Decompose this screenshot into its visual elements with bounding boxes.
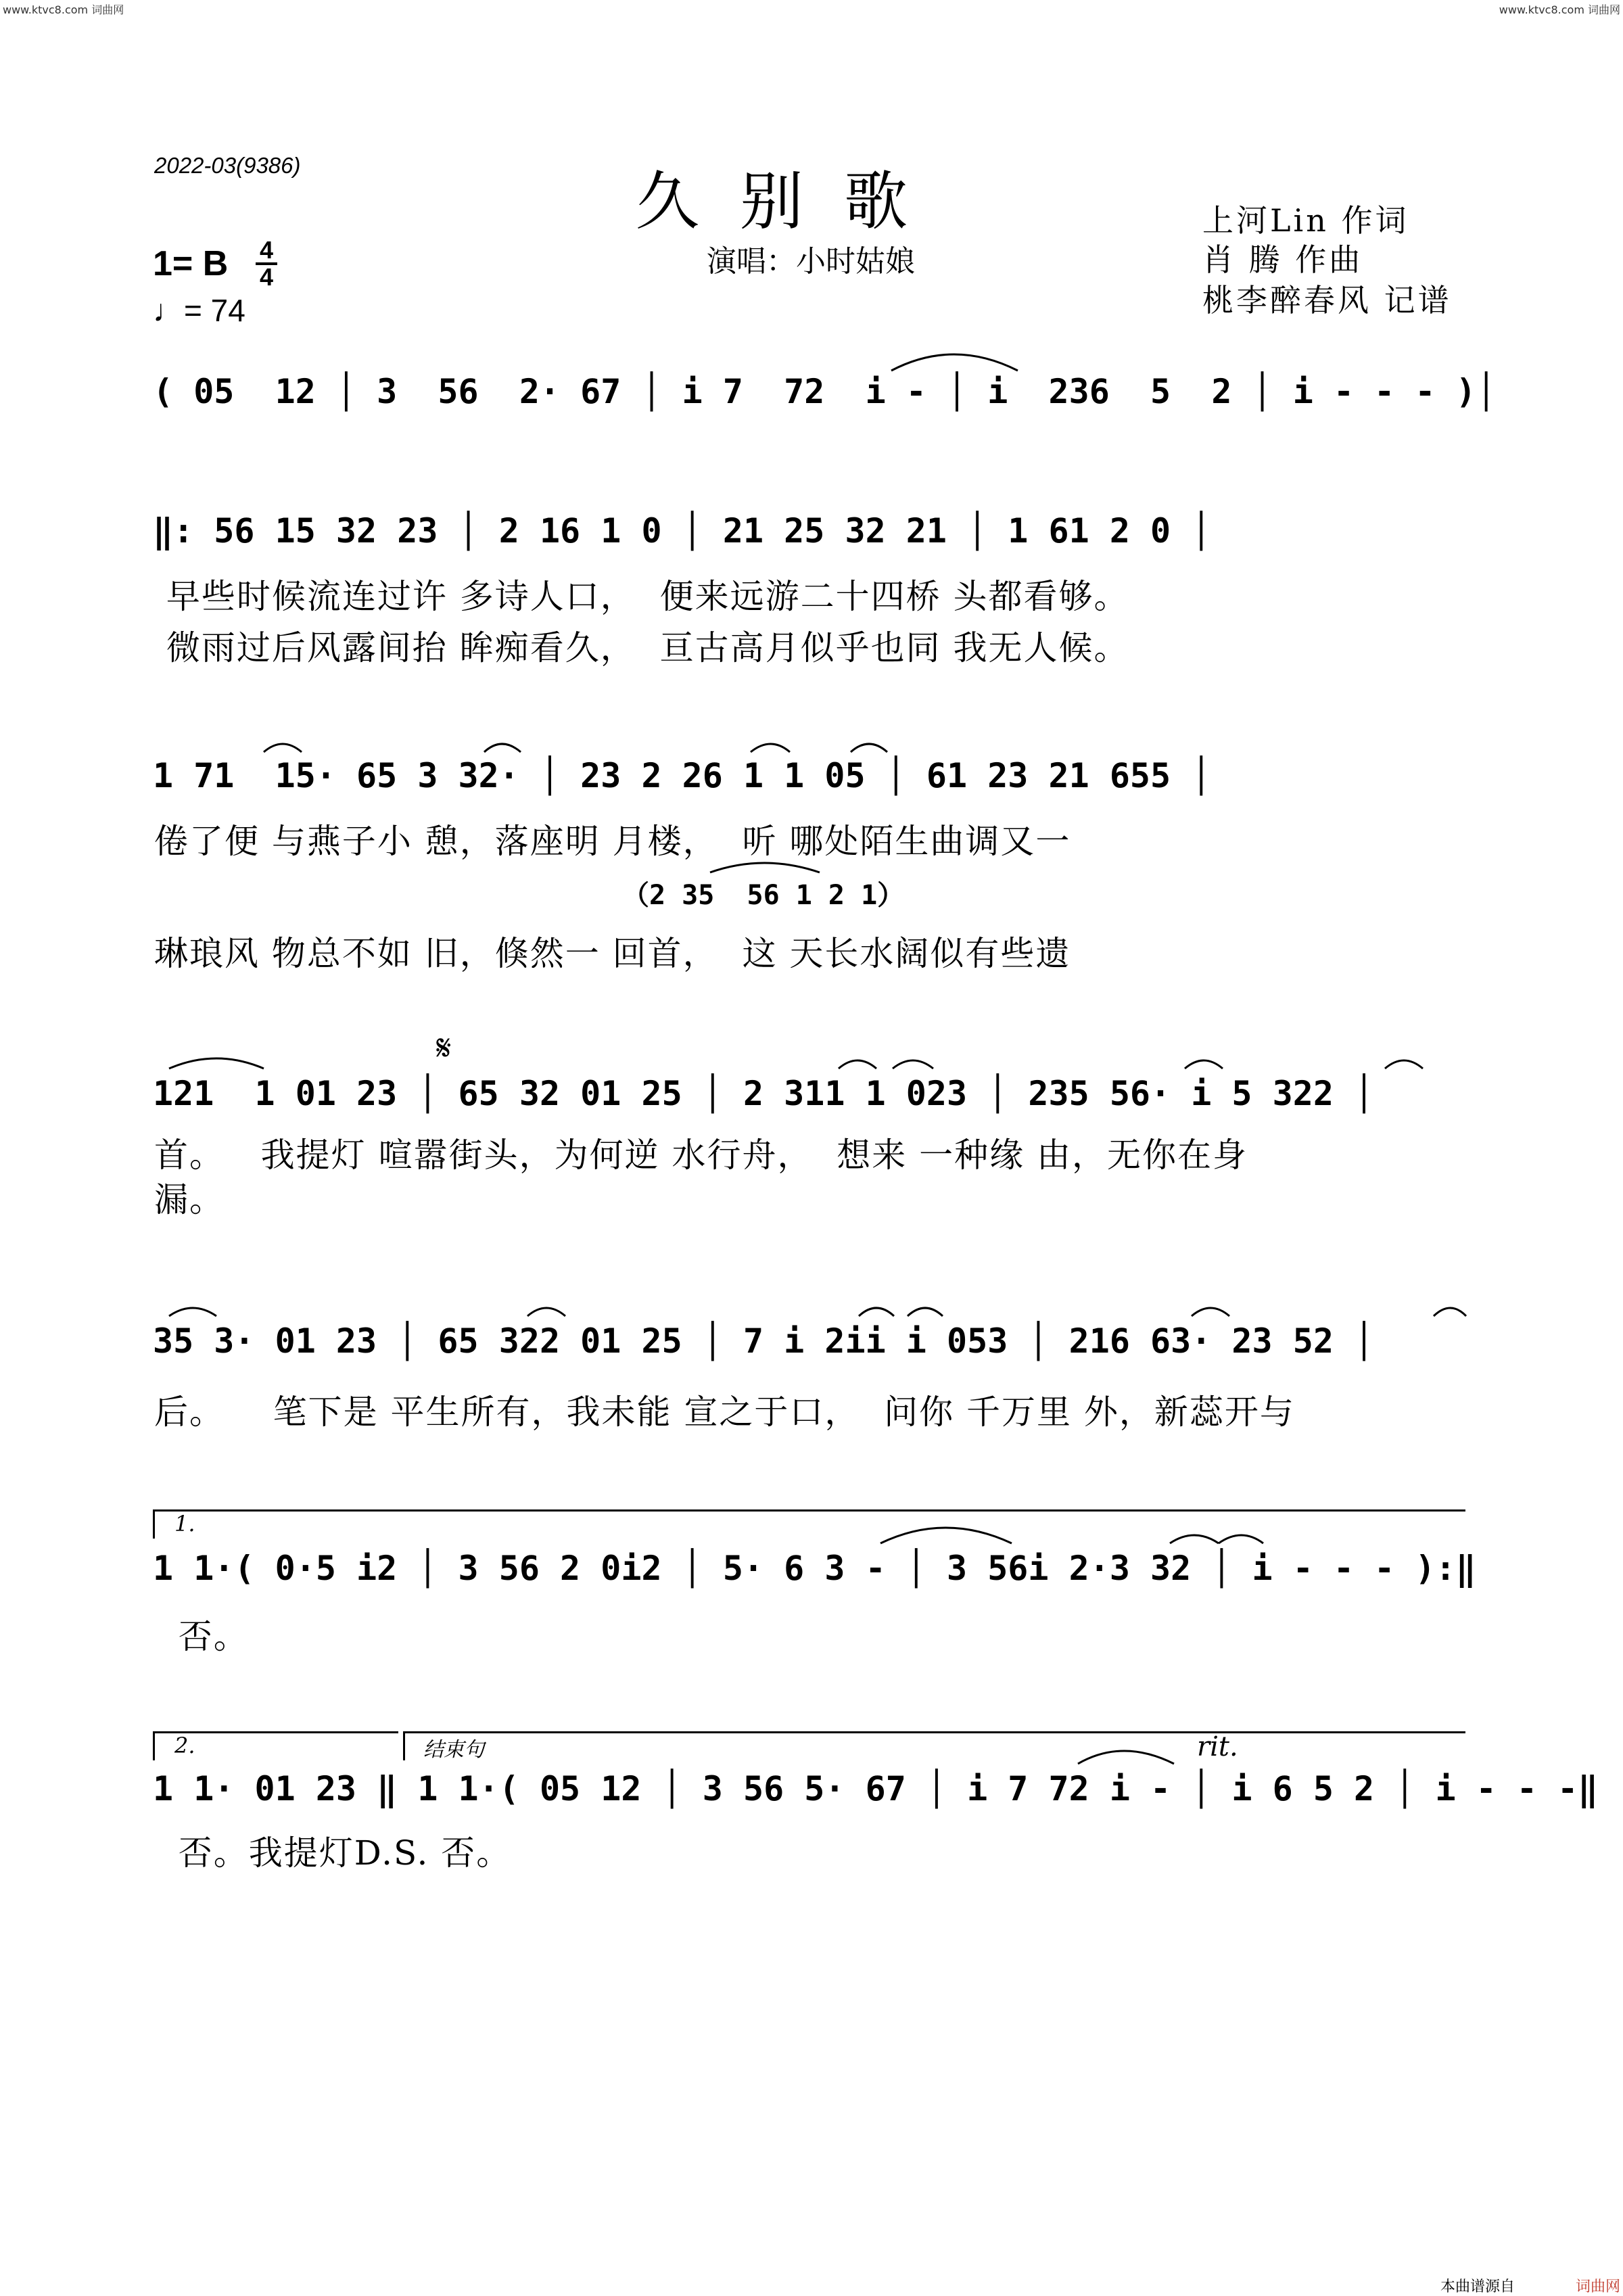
lyric-row-4-verse-1: 后。 笔下是 平生所有，我未能 宣之于口， 问你 千万里 外，新蕊开与 — [154, 1392, 1295, 1432]
watermark-top-right: www.ktvc8.com 词曲网 — [1499, 3, 1620, 16]
slur-r5-c — [1219, 1535, 1263, 1543]
slur-r4-d — [908, 1308, 943, 1316]
time-signature-bottom: 4 — [259, 263, 274, 291]
slur-r2-b — [484, 744, 521, 752]
score-row-4: 35 3· 01 23 │ 65 322 01 25 │ 7 i 2ii i 053 │ 216 63· 23 52 │ — [153, 1321, 1375, 1361]
lyric-row-5: 否。 — [154, 1617, 249, 1656]
slur-r4-f — [1434, 1308, 1466, 1316]
watermark-top-left: www.ktvc8.com 词曲网 — [3, 3, 124, 16]
alternate-notes: （2 35 56 1 2 1） — [622, 880, 905, 911]
slur-r3-c — [893, 1060, 933, 1069]
slur-r3-a — [169, 1058, 264, 1069]
slur-r5-b — [1170, 1535, 1219, 1543]
score-row-intro: ( 05 12 │ 3 56 2· 67 │ i 7 72 i - │ i 236 5 2 │ i - - - )│ — [153, 372, 1497, 411]
slur-r3-d — [1185, 1060, 1223, 1069]
slur-r2-a — [264, 744, 302, 752]
slur-r4-b — [527, 1308, 565, 1316]
segno-sign: 𝄋 — [436, 1028, 452, 1069]
lyric-row-3-verse-2: 漏。 — [154, 1180, 225, 1219]
volta-label-2: 2. — [174, 1733, 195, 1758]
slur-r2-d — [851, 744, 887, 752]
score-row-1: ‖: 56 15 32 23 │ 2 16 1 0 │ 21 25 32 21 │ 1 61 2 0 │ — [153, 511, 1212, 550]
slur-intro — [891, 354, 1018, 371]
ritardando-marking: rit. — [1197, 1731, 1238, 1762]
singer-credit: 演唱：小时姑娘 — [707, 244, 915, 279]
lyric-row-2-verse-2: 琳琅风 物总不如 旧，倏然一 回首， 这 天长水阔似有些遗 — [154, 934, 1071, 973]
slur-r4-e — [1192, 1308, 1229, 1316]
footer-source: 本曲谱源自 — [1440, 2278, 1515, 2295]
lyric-row-3-verse-1: 首。 我提灯 喧嚣街头，为何逆 水行舟， 想来 一种缘 由，无你在身 — [154, 1135, 1248, 1175]
page-title: 久别歌 — [636, 165, 949, 239]
score-row-5: 1 1·( 0·5 i2 │ 3 56 2 0i2 │ 5· 6 3 - │ 3 56i 2·3 32 │ i - - - ):‖ — [153, 1549, 1476, 1588]
lyric-row-2-verse-1: 倦了便 与燕子小 憩，落座明 月楼， 听 哪处陌生曲调又一 — [154, 822, 1071, 861]
slur-alt — [710, 863, 820, 872]
lyric-row-1-verse-2: 微雨过后风露间抬 眸痴看久， 亘古高月似乎也同 我无人候。 — [154, 628, 1129, 667]
key-signature: 1= B — [153, 244, 229, 283]
time-signature-top: 4 — [259, 236, 274, 264]
footer-site: 词曲网 — [1576, 2278, 1621, 2295]
slur-r4-c — [859, 1308, 894, 1316]
slur-r5-a — [880, 1528, 1012, 1543]
lyric-row-6: 否。我提灯D.S. 否。 — [154, 1833, 512, 1873]
date-code: 2022-03(9386) — [154, 153, 301, 178]
slur-r3-b — [839, 1060, 876, 1069]
score-row-6: 1 1· 01 23 ‖ 1 1·( 05 12 │ 3 56 5· 67 │ i 7 72 i - │ i 6 5 2 │ i - - -‖ — [153, 1769, 1599, 1808]
lyricist-credit: 上河Lin 作词 — [1202, 202, 1409, 239]
score-row-2: 1 71 15· 65 3 32· │ 23 2 26 1 1 05 │ 61 23 21 655 │ — [153, 756, 1212, 795]
lyric-row-1-verse-1: 早些时候流连过许 多诗人口， 便来远游二十四桥 头都看够。 — [154, 577, 1129, 616]
score-row-3: 121 1 01 23 │ 65 32 01 25 │ 2 311 1 023 │ 235 56· i 5 322 │ — [153, 1074, 1375, 1113]
composer-credit: 肖 腾 作曲 — [1202, 241, 1363, 278]
slur-r3-e — [1385, 1060, 1423, 1069]
volta-label-1: 1. — [174, 1511, 195, 1537]
slur-r6 — [1078, 1751, 1174, 1764]
slur-r2-c — [751, 744, 790, 752]
slur-r4-a — [169, 1308, 216, 1316]
tempo-marking: ♩= 74 — [153, 293, 245, 328]
transcriber-credit: 桃李醉春风 记谱 — [1202, 282, 1452, 319]
coda-label: 结束句 — [423, 1738, 484, 1762]
